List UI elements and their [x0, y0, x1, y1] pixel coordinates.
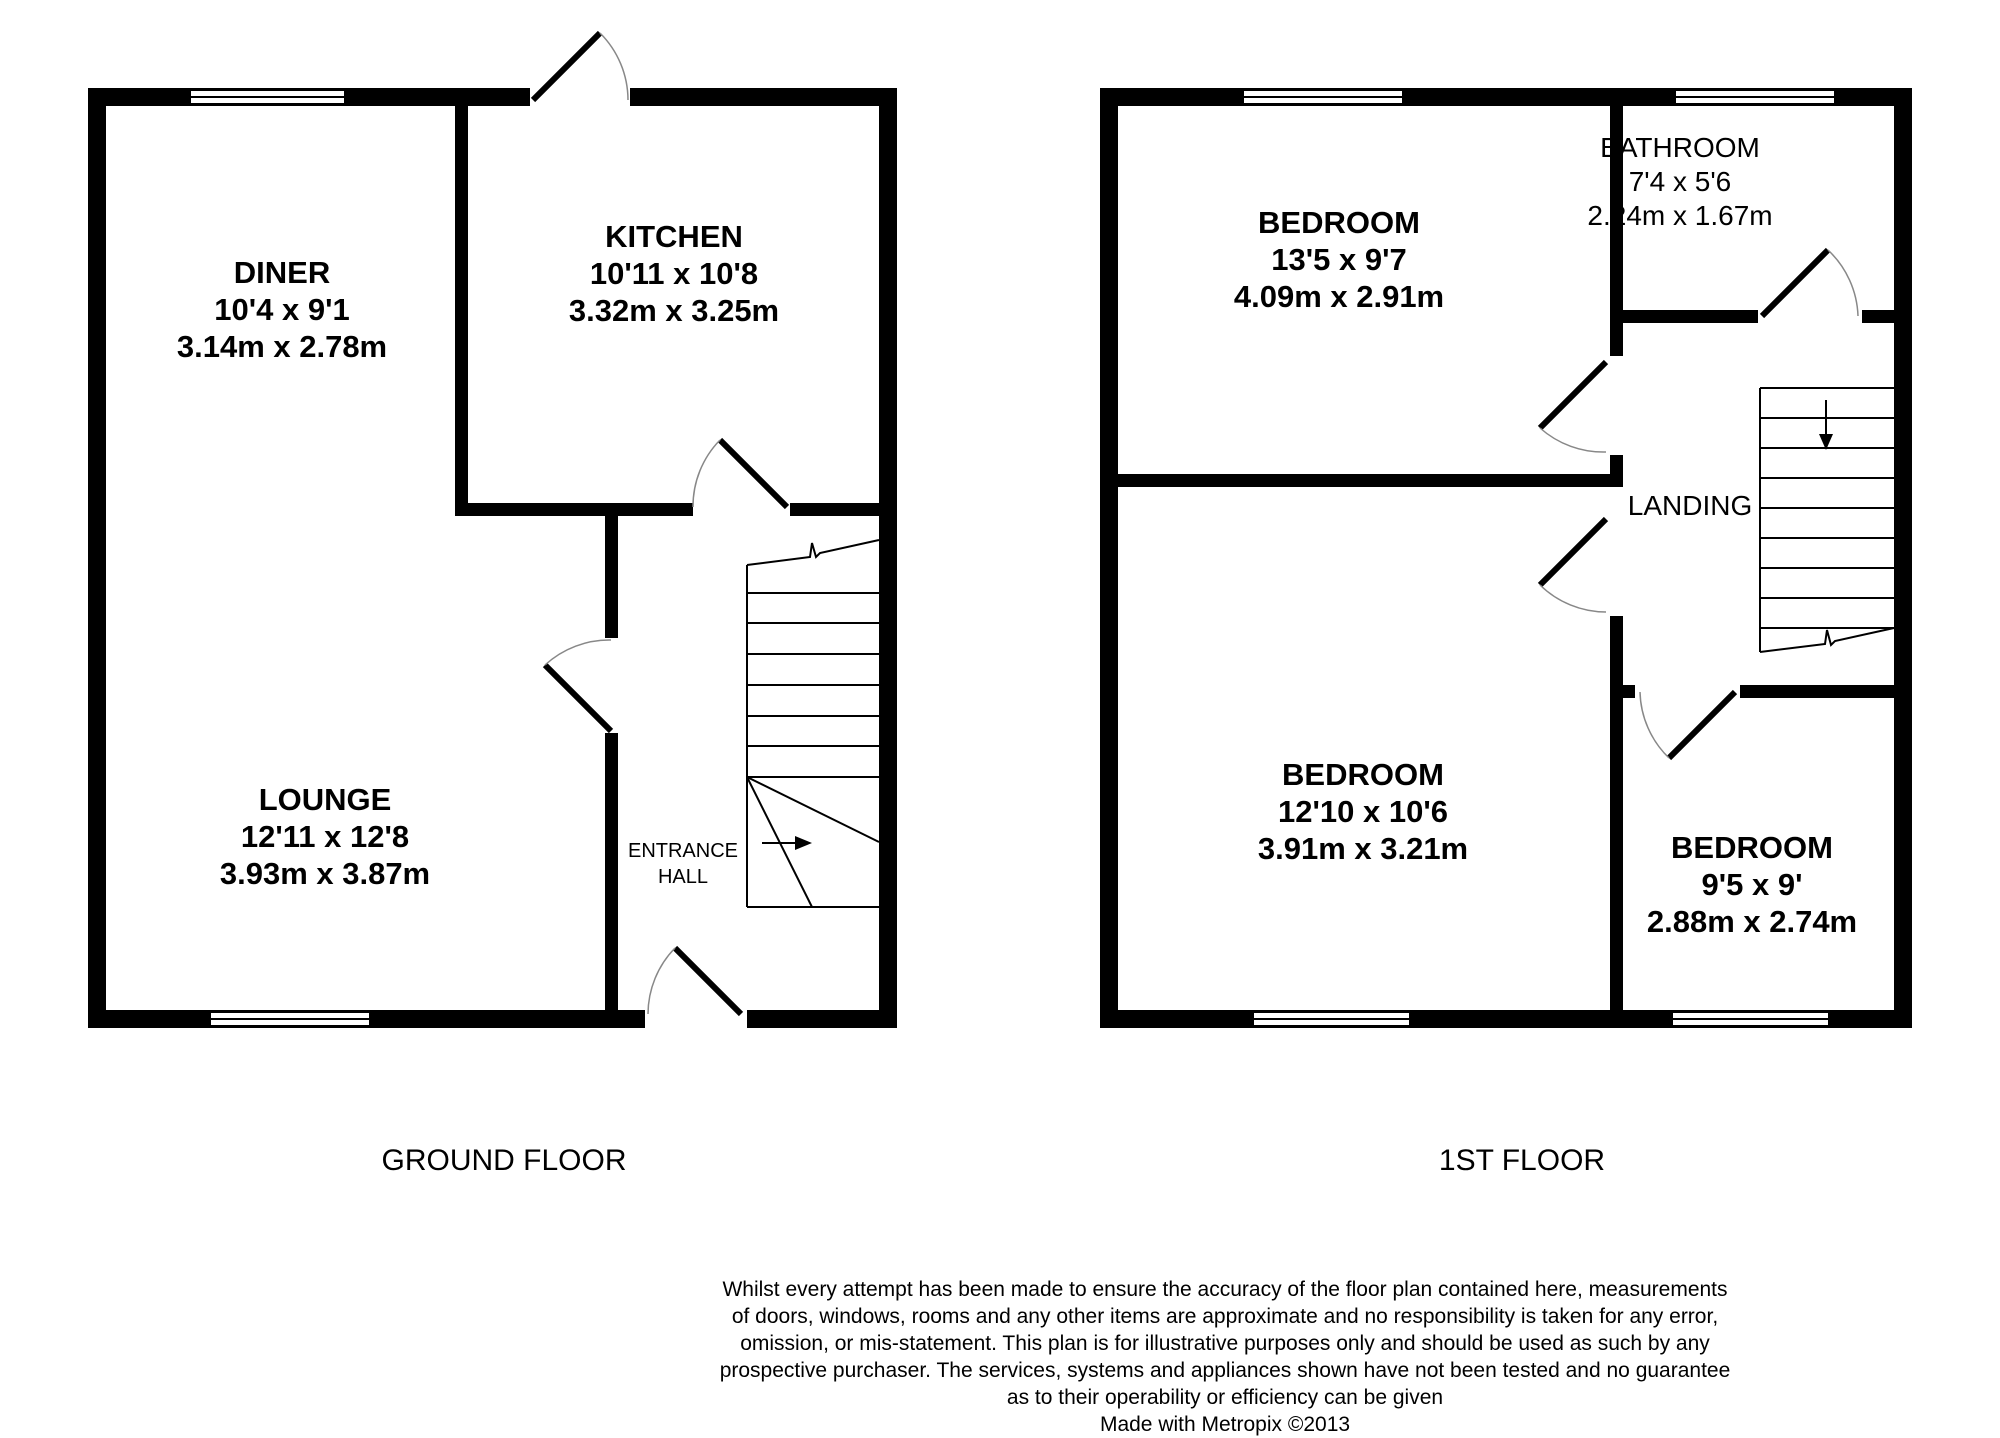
lounge-metric: 3.93m x 3.87m [219, 856, 431, 891]
kitchen-imperial: 10'11 x 10'8 [589, 256, 759, 291]
lounge-imperial: 12'11 x 12'8 [240, 819, 410, 854]
bedroom3-metric: 2.88m x 2.74m [1646, 904, 1858, 939]
bedroom2-imperial: 12'10 x 10'6 [1278, 794, 1448, 829]
kitchen-metric: 3.32m x 3.25m [568, 293, 780, 328]
disclaimer-line: prospective purchaser. The services, systems and appliances shown have not been tested and no guarantee [719, 1359, 1731, 1382]
bathroom-window [1675, 90, 1835, 104]
kitchen-back-door [533, 33, 628, 100]
disclaimer-text [620, 1276, 1830, 1438]
first-floor-title: 1ST FLOOR [1438, 1144, 1606, 1177]
lounge-name: LOUNGE [258, 782, 392, 817]
bedroom3-door [1640, 692, 1735, 758]
bedroom2-door [1540, 519, 1606, 612]
bedroom1-window [1243, 90, 1403, 104]
bedroom3-name: BEDROOM [1671, 830, 1833, 865]
metropix-credit: Made with Metropix ©2013 [1099, 1413, 1351, 1436]
bedroom1-metric: 4.09m x 2.91m [1233, 279, 1445, 314]
diner-name: DINER [233, 255, 331, 290]
lounge-hall-door [545, 640, 611, 731]
bedroom1-door [1540, 362, 1606, 452]
diner-metric: 3.14m x 2.78m [176, 329, 388, 364]
ground-floor-walls [88, 88, 897, 1028]
bathroom-metric: 2.24m x 1.67m [1587, 200, 1773, 231]
ground-floor-staircase [747, 540, 879, 907]
kitchen-hall-door [693, 440, 787, 507]
bedroom3-imperial: 9'5 x 9' [1701, 867, 1803, 902]
lounge-window [210, 1012, 370, 1026]
bedroom3-label [1647, 830, 1857, 939]
disclaimer-line: as to their operability or efficiency can be given [1006, 1386, 1444, 1409]
bedroom1-name: BEDROOM [1258, 205, 1420, 240]
bedroom1-label [1234, 205, 1444, 314]
bedroom2-name: BEDROOM [1282, 757, 1444, 792]
entrance-hall-line1: ENTRANCE [627, 840, 739, 862]
diner-label [177, 255, 387, 364]
bedroom2-metric: 3.91m x 3.21m [1257, 831, 1469, 866]
disclaimer-line: omission, or mis-statement. This plan is for illustrative purposes only and should be used as such by any [740, 1332, 1710, 1355]
disclaimer-line: of doors, windows, rooms and any other items are approximate and no responsibility is taken for any error, [731, 1305, 1719, 1328]
ground-floor-title: GROUND FLOOR [381, 1144, 627, 1177]
bedroom1-imperial: 13'5 x 9'7 [1271, 242, 1407, 277]
bathroom-door [1762, 250, 1858, 316]
entrance-hall-label [628, 840, 738, 888]
entrance-hall-line2: HALL [657, 866, 709, 888]
kitchen-name: KITCHEN [605, 219, 743, 254]
first-floor-staircase [1760, 388, 1894, 652]
kitchen-label [569, 219, 779, 328]
bathroom-name: BATHROOM [1600, 132, 1760, 163]
ground-floor-plan [88, 33, 897, 1177]
diner-imperial: 10'4 x 9'1 [214, 292, 350, 327]
diner-window [190, 90, 345, 104]
landing-label: LANDING [1627, 490, 1753, 521]
first-floor-plan [1100, 88, 1912, 1177]
front-door [648, 948, 741, 1014]
lounge-label [220, 782, 430, 891]
disclaimer-line: Whilst every attempt has been made to ensure the accuracy of the floor plan contained here, measurements [722, 1278, 1728, 1301]
bedroom2-label [1258, 757, 1468, 866]
bedroom2-window [1253, 1012, 1410, 1026]
bathroom-imperial: 7'4 x 5'6 [1628, 166, 1732, 197]
bedroom3-window [1672, 1012, 1829, 1026]
